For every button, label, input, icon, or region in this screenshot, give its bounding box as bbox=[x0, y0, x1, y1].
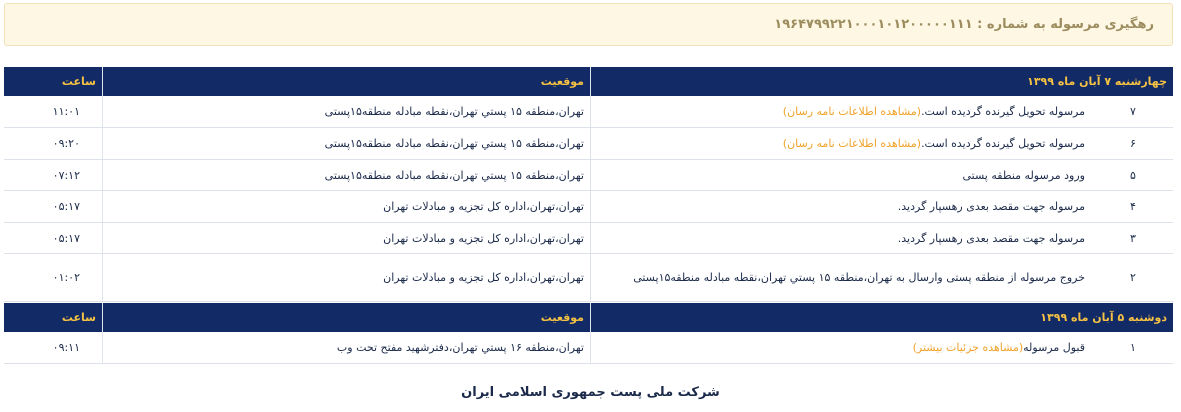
row-number: ۲ bbox=[1130, 271, 1136, 284]
description-text: مرسوله تحویل گیرنده گردیده است. bbox=[921, 137, 1085, 150]
row-time: ۰۷:۱۲ bbox=[52, 168, 80, 182]
table-row bbox=[4, 96, 1173, 128]
header-date: چهارشنبه ۷ آبان ماه ۱۳۹۹ bbox=[590, 67, 1173, 96]
row-time: ۰۵:۱۷ bbox=[52, 200, 80, 213]
table-row bbox=[4, 160, 1173, 191]
row-time: ۰۹:۱۱ bbox=[52, 341, 80, 354]
row-location: تهران،تهران،اداره کل تجزیه و مبادلات تهران bbox=[102, 223, 590, 253]
description-text: مرسوله جهت مقصد بعدی رهسپار گردید. bbox=[897, 231, 1085, 245]
description-text: خروج مرسوله از منطقه پستی وارسال به تهران،منطقه ۱۵ پستي تهران،نقطه مبادله منطقه۱۵پستی bbox=[633, 271, 1085, 284]
table-header bbox=[4, 303, 1173, 332]
description-text: ورود مرسوله منطقه پستی bbox=[962, 168, 1085, 182]
tracking-banner bbox=[4, 3, 1173, 46]
row-location: تهران،تهران،اداره کل تجزیه و مبادلات تهران bbox=[102, 254, 590, 301]
row-description bbox=[590, 96, 1093, 127]
row-number: ۵ bbox=[1130, 168, 1136, 182]
description-text: قبول مرسوله bbox=[1023, 341, 1085, 354]
table-row bbox=[4, 191, 1173, 223]
row-location: تهران،منطقه ۱۵ پستي تهران،نقطه مبادله منطقه۱۵پستی bbox=[102, 160, 590, 190]
header-time: ساعت bbox=[61, 311, 96, 324]
more-details-link[interactable]: (مشاهده جزئیات بیشتر) bbox=[912, 341, 1024, 354]
postman-info-link[interactable]: (مشاهده اطلاعات نامه رسان) bbox=[782, 105, 922, 118]
row-number: ۱ bbox=[1130, 341, 1136, 354]
table-row bbox=[4, 254, 1173, 302]
header-location: موقعیت bbox=[102, 67, 590, 96]
row-location: تهران،منطقه ۱۵ پستي تهران،نقطه مبادله منطقه۱۵پستی bbox=[102, 128, 590, 159]
row-number: ۷ bbox=[1130, 105, 1136, 118]
row-number: ۶ bbox=[1130, 137, 1136, 150]
row-time: ۰۵:۱۷ bbox=[52, 231, 80, 245]
row-description bbox=[590, 191, 1093, 222]
row-number: ۴ bbox=[1130, 200, 1136, 213]
description-text: مرسوله تحویل گیرنده گردیده است. bbox=[921, 105, 1085, 118]
row-time: ۱۱:۰۱ bbox=[52, 105, 80, 118]
header-date: دوشنبه ۵ آبان ماه ۱۳۹۹ bbox=[590, 303, 1173, 332]
header-location: موقعیت bbox=[102, 303, 590, 332]
row-description bbox=[590, 254, 1093, 301]
row-description bbox=[590, 223, 1093, 253]
table-row bbox=[4, 223, 1173, 254]
row-number: ۳ bbox=[1130, 231, 1136, 245]
row-location: تهران،منطقه ۱۶ پستي تهران،دفترشهید مفتح تحت وب bbox=[102, 332, 590, 363]
tracking-table-day-2 bbox=[4, 303, 1173, 364]
row-location: تهران،منطقه ۱۵ پستي تهران،نقطه مبادله منطقه۱۵پستی bbox=[102, 96, 590, 127]
row-description bbox=[590, 128, 1093, 159]
row-description bbox=[590, 160, 1093, 190]
row-description bbox=[590, 332, 1093, 363]
table-row bbox=[4, 128, 1173, 160]
postman-info-link[interactable]: (مشاهده اطلاعات نامه رسان) bbox=[782, 137, 922, 150]
table-row bbox=[4, 332, 1173, 364]
description-text: مرسوله جهت مقصد بعدی رهسپار گردید. bbox=[897, 200, 1085, 213]
row-time: ۰۹:۲۰ bbox=[52, 137, 80, 150]
table-header bbox=[4, 67, 1173, 96]
row-time: ۰۱:۰۲ bbox=[52, 271, 80, 284]
header-time: ساعت bbox=[61, 75, 96, 88]
footer-organization: شرکت ملی پست جمهوری اسلامی ایران bbox=[461, 385, 720, 400]
tracking-table-day-1 bbox=[4, 67, 1173, 302]
tracking-title: رهگیری مرسوله به شماره : ۱۹۶۴۷۹۹۲۲۱۰۰۰۱۰۱۲۰۰۰۰۰۱۱۱ bbox=[774, 17, 1154, 32]
row-location: تهران،تهران،اداره کل تجزیه و مبادلات تهران bbox=[102, 191, 590, 222]
